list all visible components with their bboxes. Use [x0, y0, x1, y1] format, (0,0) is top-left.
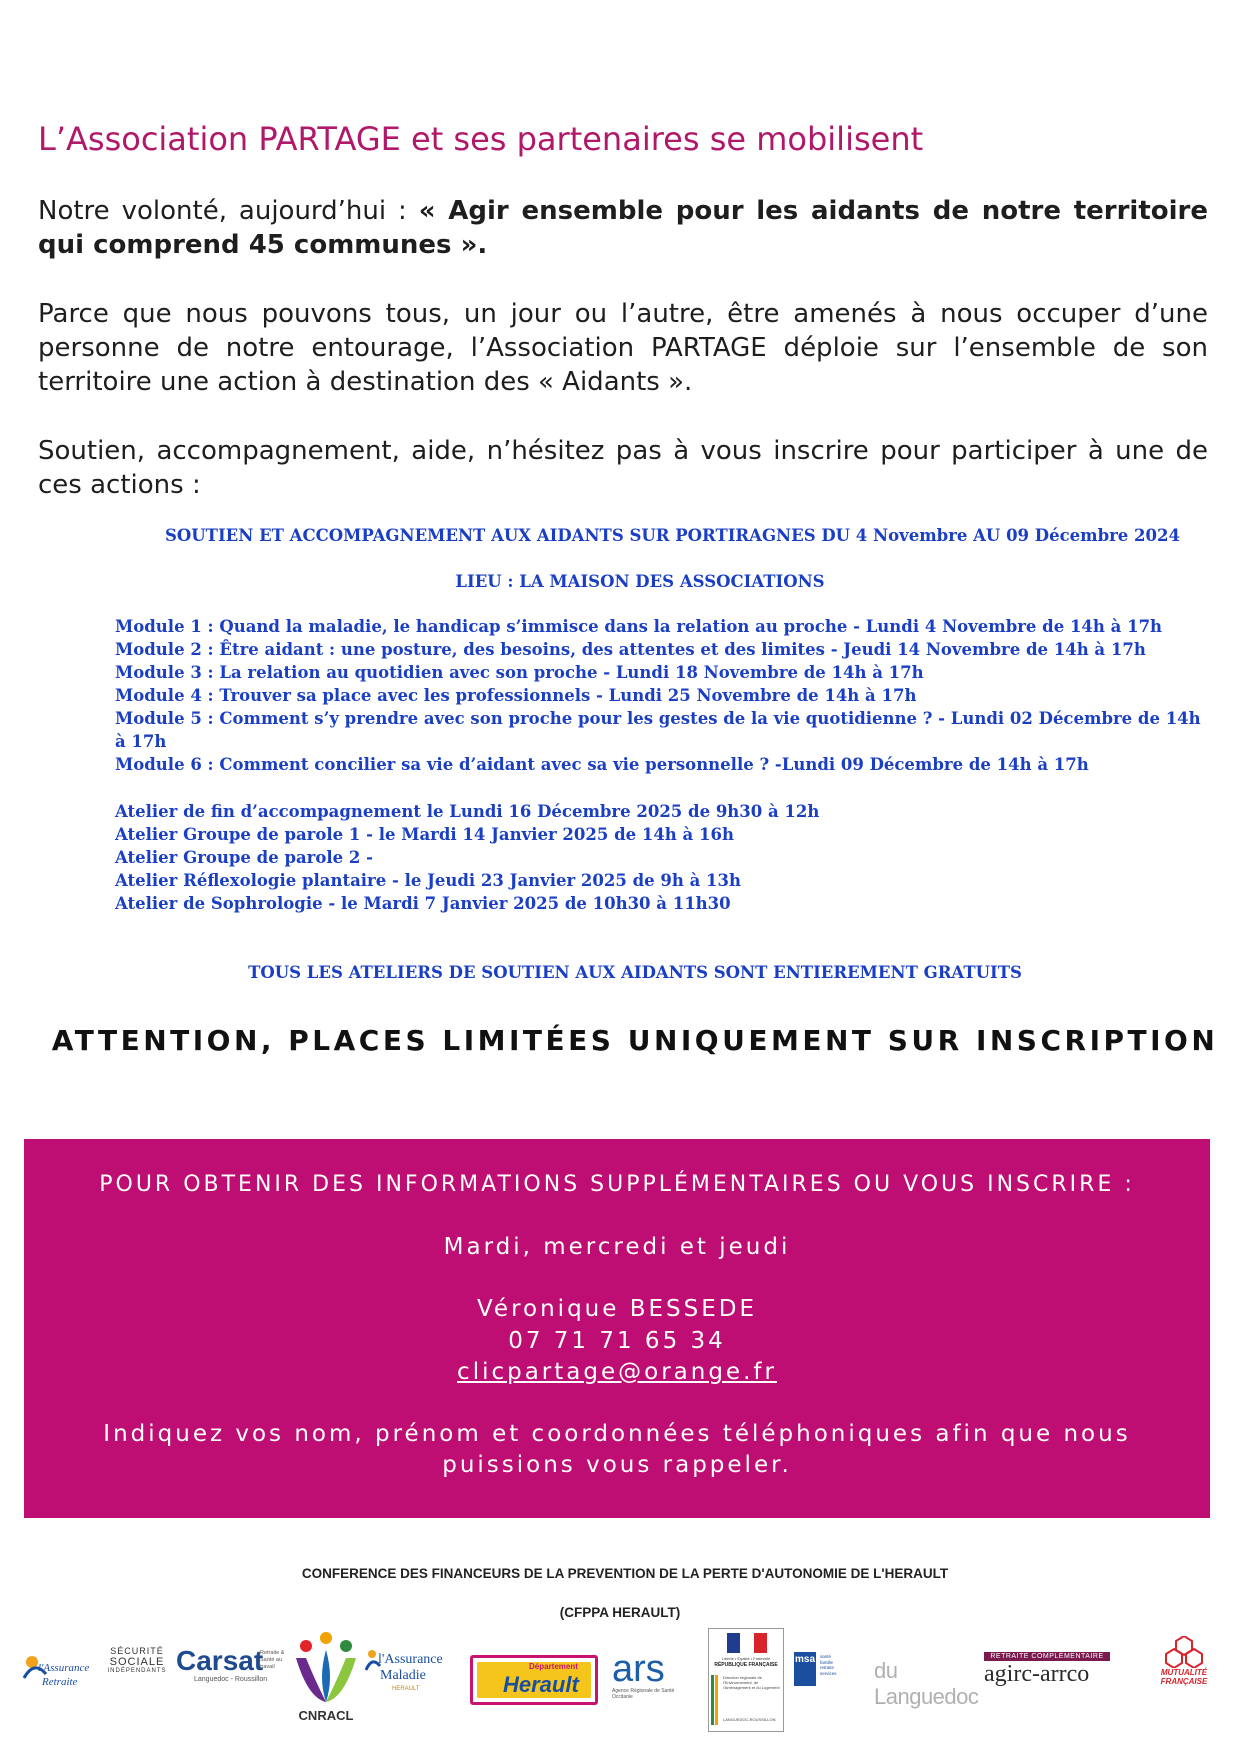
logo-text: Département [529, 1662, 578, 1671]
workshop-item: Atelier de Sophrologie - le Mardi 7 Janvier 2025 de 10h30 à 11h30 [115, 894, 731, 913]
logo-text: Agence Régionale de Santé Occitanie [612, 1688, 675, 1700]
free-note: TOUS LES ATELIERS DE SOUTIEN AUX AIDANTS SONT ENTIEREMENT GRATUITS [248, 963, 1022, 982]
program-heading: SOUTIEN ET ACCOMPAGNEMENT AUX AIDANTS SUR PORTIRAGNES DU 4 Novembre AU 09 Décembre 2024 [165, 526, 1180, 545]
msa-logo [794, 1652, 979, 1709]
logo-text: MUTUALITÉ [1160, 1668, 1208, 1677]
logo-text: Retraite & Santé au travail [260, 1650, 285, 1670]
workshop-list [115, 800, 1115, 915]
contact-name: Véronique BESSEDE [476, 1296, 757, 1322]
page-title: L’Association PARTAGE et ses partenaires se mobilisent [38, 120, 924, 158]
cnracl-figures-icon [288, 1628, 364, 1708]
logo-text: FRANÇAISE [1160, 1677, 1208, 1686]
dreal-stripes-icon [711, 1675, 721, 1725]
logo-text: l'Assurance [38, 1662, 90, 1674]
assurance-maladie-logo [364, 1648, 460, 1714]
logo-text: Liberté • Égalité • Fraternité [721, 1656, 771, 1661]
program-venue: LIEU : LA MAISON DES ASSOCIATIONS [455, 572, 825, 591]
assurance-retraite-logo [20, 1650, 98, 1696]
module-list [115, 615, 1215, 776]
info-note: puissions vous rappeler. [442, 1452, 792, 1478]
logo-text: l'Assurance [378, 1652, 443, 1667]
logo-text: Herault [503, 1672, 579, 1697]
intro-motto: « Agir ensemble pour les aidants de notre territoire qui comprend 45 communes ». [38, 196, 1208, 260]
intro-paragraph-3: Soutien, accompagnement, aide, n’hésitez pas à vous inscrire pour participer à une de ces actions : [38, 436, 1208, 500]
registration-warning: ATTENTION, PLACES LIMITÉES UNIQUEMENT SUR INSCRIPTION [51, 1024, 1219, 1057]
workshop-item: Atelier Groupe de parole 2 - [115, 848, 373, 867]
logo-text: Languedoc - Roussillon [194, 1676, 268, 1683]
republique-dreal-logo [708, 1628, 784, 1732]
intro-lead: Notre volonté, aujourd’hui : [38, 196, 419, 226]
logo-text: msa [794, 1652, 816, 1686]
agirc-arrco-logo [984, 1652, 1110, 1696]
info-box [24, 1139, 1210, 1518]
module-item: Module 4 : Trouver sa place avec les professionnels - Lundi 25 Novembre de 14h à 17h [115, 686, 917, 705]
logo-text: RETRAITE COMPLÉMENTAIRE [984, 1652, 1110, 1661]
ars-logo [612, 1650, 696, 1700]
module-item: Module 1 : Quand la maladie, le handicap s’immisce dans la relation au proche - Lundi 4 Novembre de 14h à 17h [115, 617, 1163, 636]
logo-text: SÉCURITÉ [110, 1646, 164, 1656]
logo-text: santé famille retraite services [820, 1654, 837, 1676]
securite-sociale-logo [104, 1646, 170, 1696]
mutualite-francaise-logo [1144, 1636, 1224, 1696]
carsat-logo [176, 1646, 292, 1696]
marianne-flag-icon [727, 1633, 767, 1653]
logo-text: Retraite [42, 1676, 78, 1688]
workshop-item: Atelier Réflexologie plantaire - le Jeudi 23 Janvier 2025 de 9h à 13h [115, 871, 741, 890]
intro-paragraph-2: Parce que nous pouvons tous, un jour ou l’autre, être amenés à nous occuper d’une personne de notre entourage, l’Association PARTAGE déploie sur l’ensemble de son territoire une action à destination des « Aidants ». [38, 299, 1208, 397]
partner-logos [20, 1628, 1225, 1738]
info-heading: POUR OBTENIR DES INFORMATIONS SUPPLÉMENTAIRES OU VOUS INSCRIRE : [99, 1172, 1135, 1197]
departement-herault-logo [470, 1655, 598, 1705]
logo-text: Direction régionale de l'Environnement, de l'Aménagement et du Logement [723, 1675, 780, 1690]
logo-text: Maladie [380, 1668, 426, 1683]
logo-text: HERAULT [392, 1686, 420, 1692]
logo-text: INDÉPENDANTS [107, 1668, 167, 1674]
module-item: Module 5 : Comment s’y prendre avec son proche pour les gestes de la vie quotidienne ? - Lundi 02 Décembre de 14h à 17h [115, 709, 1201, 751]
workshop-item: Atelier Groupe de parole 1 - le Mardi 14 Janvier 2025 de 14h à 16h [115, 825, 734, 844]
contact-phone: 07 71 71 65 34 [508, 1328, 726, 1354]
contact-email-link[interactable]: clicpartage@orange.fr [457, 1359, 777, 1385]
module-item: Module 2 : Être aidant : une posture, des besoins, des attentes et des limites - Jeudi 14 Novembre de 14h à 17h [115, 640, 1146, 659]
module-item: Module 6 : Comment concilier sa vie d’aidant avec sa vie personnelle ? -Lundi 09 Décembre de 14h à 17h [115, 755, 1089, 774]
logo-text: Carsat [176, 1645, 264, 1676]
mutualite-hexagons-icon [1162, 1636, 1206, 1668]
logo-text: RÉPUBLIQUE FRANÇAISE [714, 1662, 778, 1668]
footer-subtitle: (CFPPA HERAULT) [559, 1605, 681, 1620]
logo-text: SOCIALE [109, 1656, 165, 1668]
module-item: Module 3 : La relation au quotidien avec son proche - Lundi 18 Novembre de 14h à 17h [115, 663, 924, 682]
intro-paragraph-1 [38, 194, 1208, 262]
logo-text: agirc-arrco [984, 1661, 1090, 1687]
footer-title: CONFERENCE DES FINANCEURS DE LA PREVENTION DE LA PERTE D'AUTONOMIE DE L'HERAULT [301, 1566, 949, 1581]
logo-text: CNRACL [298, 1708, 354, 1723]
workshop-item: Atelier de fin d’accompagnement le Lundi 16 Décembre 2025 de 9h30 à 12h [115, 802, 820, 821]
info-days: Mardi, mercredi et jeudi [443, 1234, 791, 1260]
logo-text: ars [612, 1648, 665, 1690]
logo-text: LANGUEDOC-ROUSSILLON [723, 1717, 776, 1722]
logo-text: du Languedoc [874, 1658, 979, 1709]
info-note: Indiquez vos nom, prénom et coordonnées téléphoniques afin que nous [103, 1421, 1131, 1447]
cnracl-logo [288, 1628, 364, 1732]
